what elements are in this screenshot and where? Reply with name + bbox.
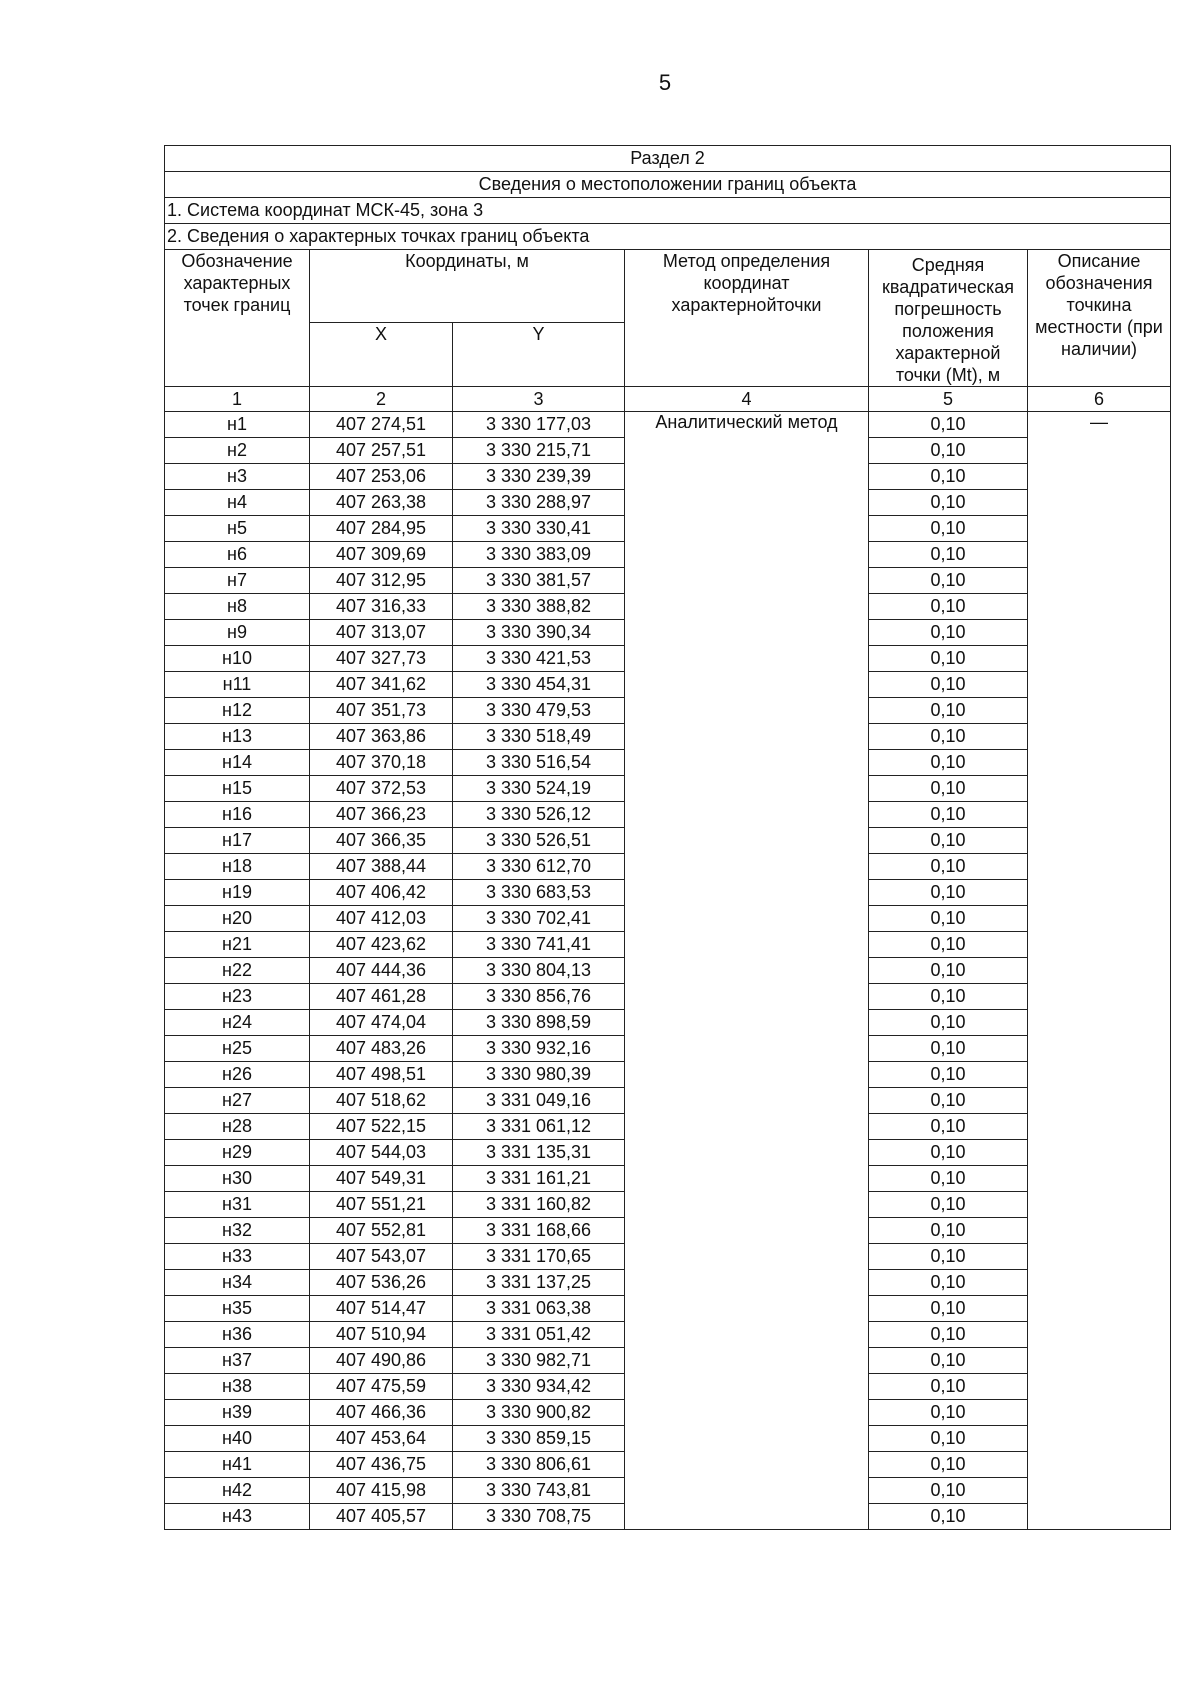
- accuracy: 0,10: [869, 542, 1028, 568]
- coord-x: 407 536,26: [310, 1270, 453, 1296]
- accuracy: 0,10: [869, 854, 1028, 880]
- coord-x: 407 551,21: [310, 1192, 453, 1218]
- coord-x: 407 552,81: [310, 1218, 453, 1244]
- coord-y: 3 330 683,53: [453, 880, 625, 906]
- accuracy: 0,10: [869, 1036, 1028, 1062]
- coord-x: 407 274,51: [310, 412, 453, 438]
- accuracy: 0,10: [869, 880, 1028, 906]
- point-id: н38: [165, 1374, 310, 1400]
- coord-x: 407 549,31: [310, 1166, 453, 1192]
- header-y: Y: [453, 322, 625, 386]
- accuracy: 0,10: [869, 1478, 1028, 1504]
- accuracy: 0,10: [869, 776, 1028, 802]
- accuracy: 0,10: [869, 1426, 1028, 1452]
- coord-x: 407 312,95: [310, 568, 453, 594]
- point-id: н43: [165, 1504, 310, 1530]
- coord-x: 407 490,86: [310, 1348, 453, 1374]
- accuracy: 0,10: [869, 724, 1028, 750]
- coord-y: 3 331 063,38: [453, 1296, 625, 1322]
- description-cell: —: [1028, 412, 1171, 1530]
- column-number: 3: [453, 387, 625, 412]
- boundary-points-table: [164, 145, 1171, 1530]
- point-id: н42: [165, 1478, 310, 1504]
- coord-x: 407 351,73: [310, 698, 453, 724]
- table-row: [165, 412, 1171, 438]
- coord-x: 407 514,47: [310, 1296, 453, 1322]
- coord-x: 407 510,94: [310, 1322, 453, 1348]
- point-id: н33: [165, 1244, 310, 1270]
- point-id: н12: [165, 698, 310, 724]
- coord-y: 3 330 421,53: [453, 646, 625, 672]
- coord-y: 3 330 980,39: [453, 1062, 625, 1088]
- point-id: н1: [165, 412, 310, 438]
- coord-x: 407 257,51: [310, 438, 453, 464]
- coord-x: 407 253,06: [310, 464, 453, 490]
- point-id: н23: [165, 984, 310, 1010]
- coord-x: 407 341,62: [310, 672, 453, 698]
- point-id: н19: [165, 880, 310, 906]
- coord-y: 3 330 806,61: [453, 1452, 625, 1478]
- coord-x: 407 284,95: [310, 516, 453, 542]
- header-coordinates: Координаты, м: [310, 250, 625, 323]
- coord-x: 407 406,42: [310, 880, 453, 906]
- coord-x: 407 543,07: [310, 1244, 453, 1270]
- accuracy: 0,10: [869, 802, 1028, 828]
- point-id: н31: [165, 1192, 310, 1218]
- coord-y: 3 330 381,57: [453, 568, 625, 594]
- accuracy: 0,10: [869, 1322, 1028, 1348]
- accuracy: 0,10: [869, 1244, 1028, 1270]
- coord-y: 3 330 702,41: [453, 906, 625, 932]
- coord-y: 3 330 804,13: [453, 958, 625, 984]
- coord-y: 3 331 061,12: [453, 1114, 625, 1140]
- header-method: Метод определения координат характернойточки: [625, 250, 869, 387]
- coord-x: 407 388,44: [310, 854, 453, 880]
- column-number: 1: [165, 387, 310, 412]
- column-number: 5: [869, 387, 1028, 412]
- column-number: 2: [310, 387, 453, 412]
- point-id: н28: [165, 1114, 310, 1140]
- point-id: н7: [165, 568, 310, 594]
- point-id: н40: [165, 1426, 310, 1452]
- accuracy: 0,10: [869, 906, 1028, 932]
- accuracy: 0,10: [869, 672, 1028, 698]
- point-id: н18: [165, 854, 310, 880]
- accuracy: 0,10: [869, 1166, 1028, 1192]
- column-number: 6: [1028, 387, 1171, 412]
- point-id: н21: [165, 932, 310, 958]
- accuracy: 0,10: [869, 568, 1028, 594]
- coord-y: 3 331 135,31: [453, 1140, 625, 1166]
- accuracy: 0,10: [869, 1270, 1028, 1296]
- coord-x: 407 475,59: [310, 1374, 453, 1400]
- coord-y: 3 330 215,71: [453, 438, 625, 464]
- page-number: 5: [658, 70, 672, 95]
- coord-y: 3 330 741,41: [453, 932, 625, 958]
- coord-y: 3 331 161,21: [453, 1166, 625, 1192]
- accuracy: 0,10: [869, 750, 1028, 776]
- coord-x: 407 313,07: [310, 620, 453, 646]
- coord-x: 407 327,73: [310, 646, 453, 672]
- point-id: н24: [165, 1010, 310, 1036]
- coord-y: 3 331 168,66: [453, 1218, 625, 1244]
- coord-y: 3 330 390,34: [453, 620, 625, 646]
- header-x: X: [310, 322, 453, 386]
- point-id: н3: [165, 464, 310, 490]
- point-id: н15: [165, 776, 310, 802]
- point-id: н5: [165, 516, 310, 542]
- coord-x: 407 461,28: [310, 984, 453, 1010]
- point-id: н2: [165, 438, 310, 464]
- points-heading: 2. Сведения о характерных точках границ объекта: [165, 224, 1171, 250]
- point-id: н4: [165, 490, 310, 516]
- point-id: н6: [165, 542, 310, 568]
- coord-y: 3 330 288,97: [453, 490, 625, 516]
- header-point-designation: Обозначение характерных точек границ: [165, 250, 310, 387]
- coord-y: 3 331 049,16: [453, 1088, 625, 1114]
- accuracy: 0,10: [869, 1504, 1028, 1530]
- accuracy: 0,10: [869, 984, 1028, 1010]
- coord-x: 407 366,23: [310, 802, 453, 828]
- coord-y: 3 330 383,09: [453, 542, 625, 568]
- coord-y: 3 330 388,82: [453, 594, 625, 620]
- coord-y: 3 330 900,82: [453, 1400, 625, 1426]
- coord-x: 407 544,03: [310, 1140, 453, 1166]
- coord-y: 3 330 177,03: [453, 412, 625, 438]
- accuracy: 0,10: [869, 1348, 1028, 1374]
- coord-x: 407 453,64: [310, 1426, 453, 1452]
- coord-x: 407 363,86: [310, 724, 453, 750]
- accuracy: 0,10: [869, 828, 1028, 854]
- coord-y: 3 330 898,59: [453, 1010, 625, 1036]
- column-number: 4: [625, 387, 869, 412]
- accuracy: 0,10: [869, 1374, 1028, 1400]
- header-accuracy: Средняя квадратическая погрешность положения характерной точки (Mt), м: [869, 250, 1028, 387]
- coord-x: 407 518,62: [310, 1088, 453, 1114]
- coord-x: 407 436,75: [310, 1452, 453, 1478]
- coord-y: 3 330 526,51: [453, 828, 625, 854]
- accuracy: 0,10: [869, 438, 1028, 464]
- coord-system: 1. Система координат МСК-45, зона 3: [165, 198, 1171, 224]
- point-id: н32: [165, 1218, 310, 1244]
- coord-y: 3 330 516,54: [453, 750, 625, 776]
- coord-x: 407 412,03: [310, 906, 453, 932]
- point-id: н14: [165, 750, 310, 776]
- accuracy: 0,10: [869, 1140, 1028, 1166]
- coord-x: 407 423,62: [310, 932, 453, 958]
- point-id: н37: [165, 1348, 310, 1374]
- accuracy: 0,10: [869, 594, 1028, 620]
- coord-y: 3 330 612,70: [453, 854, 625, 880]
- table-title: Сведения о местоположении границ объекта: [165, 172, 1171, 198]
- coord-y: 3 330 856,76: [453, 984, 625, 1010]
- point-id: н9: [165, 620, 310, 646]
- point-id: н41: [165, 1452, 310, 1478]
- coord-y: 3 330 524,19: [453, 776, 625, 802]
- coord-y: 3 331 051,42: [453, 1322, 625, 1348]
- accuracy: 0,10: [869, 1296, 1028, 1322]
- coord-y: 3 330 743,81: [453, 1478, 625, 1504]
- point-id: н39: [165, 1400, 310, 1426]
- point-id: н20: [165, 906, 310, 932]
- coord-x: 407 498,51: [310, 1062, 453, 1088]
- accuracy: 0,10: [869, 620, 1028, 646]
- coord-x: 407 370,18: [310, 750, 453, 776]
- accuracy: 0,10: [869, 1114, 1028, 1140]
- coord-y: 3 330 330,41: [453, 516, 625, 542]
- coord-x: 407 522,15: [310, 1114, 453, 1140]
- point-id: н11: [165, 672, 310, 698]
- coord-y: 3 330 479,53: [453, 698, 625, 724]
- point-id: н22: [165, 958, 310, 984]
- accuracy: 0,10: [869, 1088, 1028, 1114]
- accuracy: 0,10: [869, 1452, 1028, 1478]
- coord-y: 3 330 932,16: [453, 1036, 625, 1062]
- accuracy: 0,10: [869, 516, 1028, 542]
- accuracy: 0,10: [869, 412, 1028, 438]
- accuracy: 0,10: [869, 932, 1028, 958]
- accuracy: 0,10: [869, 464, 1028, 490]
- coord-y: 3 330 454,31: [453, 672, 625, 698]
- coord-x: 407 415,98: [310, 1478, 453, 1504]
- point-id: н36: [165, 1322, 310, 1348]
- coord-x: 407 316,33: [310, 594, 453, 620]
- point-id: н13: [165, 724, 310, 750]
- method-cell: Аналитический метод: [625, 412, 869, 1530]
- coord-y: 3 331 170,65: [453, 1244, 625, 1270]
- section-title: Раздел 2: [165, 146, 1171, 172]
- point-id: н30: [165, 1166, 310, 1192]
- point-id: н34: [165, 1270, 310, 1296]
- point-id: н16: [165, 802, 310, 828]
- accuracy: 0,10: [869, 958, 1028, 984]
- coord-y: 3 330 526,12: [453, 802, 625, 828]
- coord-x: 407 483,26: [310, 1036, 453, 1062]
- accuracy: 0,10: [869, 490, 1028, 516]
- point-id: н27: [165, 1088, 310, 1114]
- coord-x: 407 366,35: [310, 828, 453, 854]
- accuracy: 0,10: [869, 1400, 1028, 1426]
- accuracy: 0,10: [869, 698, 1028, 724]
- coord-x: 407 466,36: [310, 1400, 453, 1426]
- accuracy: 0,10: [869, 1010, 1028, 1036]
- coord-x: 407 474,04: [310, 1010, 453, 1036]
- accuracy: 0,10: [869, 1062, 1028, 1088]
- point-id: н25: [165, 1036, 310, 1062]
- coord-y: 3 331 137,25: [453, 1270, 625, 1296]
- coord-x: 407 309,69: [310, 542, 453, 568]
- coord-y: 3 330 982,71: [453, 1348, 625, 1374]
- point-id: н17: [165, 828, 310, 854]
- coord-x: 407 405,57: [310, 1504, 453, 1530]
- coord-x: 407 444,36: [310, 958, 453, 984]
- coord-y: 3 330 859,15: [453, 1426, 625, 1452]
- point-id: н10: [165, 646, 310, 672]
- coord-y: 3 330 518,49: [453, 724, 625, 750]
- coord-x: 407 372,53: [310, 776, 453, 802]
- coord-y: 3 330 708,75: [453, 1504, 625, 1530]
- accuracy: 0,10: [869, 1218, 1028, 1244]
- point-id: н8: [165, 594, 310, 620]
- coord-y: 3 330 934,42: [453, 1374, 625, 1400]
- point-id: н26: [165, 1062, 310, 1088]
- accuracy: 0,10: [869, 646, 1028, 672]
- point-id: н29: [165, 1140, 310, 1166]
- coord-y: 3 330 239,39: [453, 464, 625, 490]
- coord-y: 3 331 160,82: [453, 1192, 625, 1218]
- coord-x: 407 263,38: [310, 490, 453, 516]
- header-description: Описание обозначения точкина местности (при наличии): [1028, 250, 1171, 387]
- point-id: н35: [165, 1296, 310, 1322]
- accuracy: 0,10: [869, 1192, 1028, 1218]
